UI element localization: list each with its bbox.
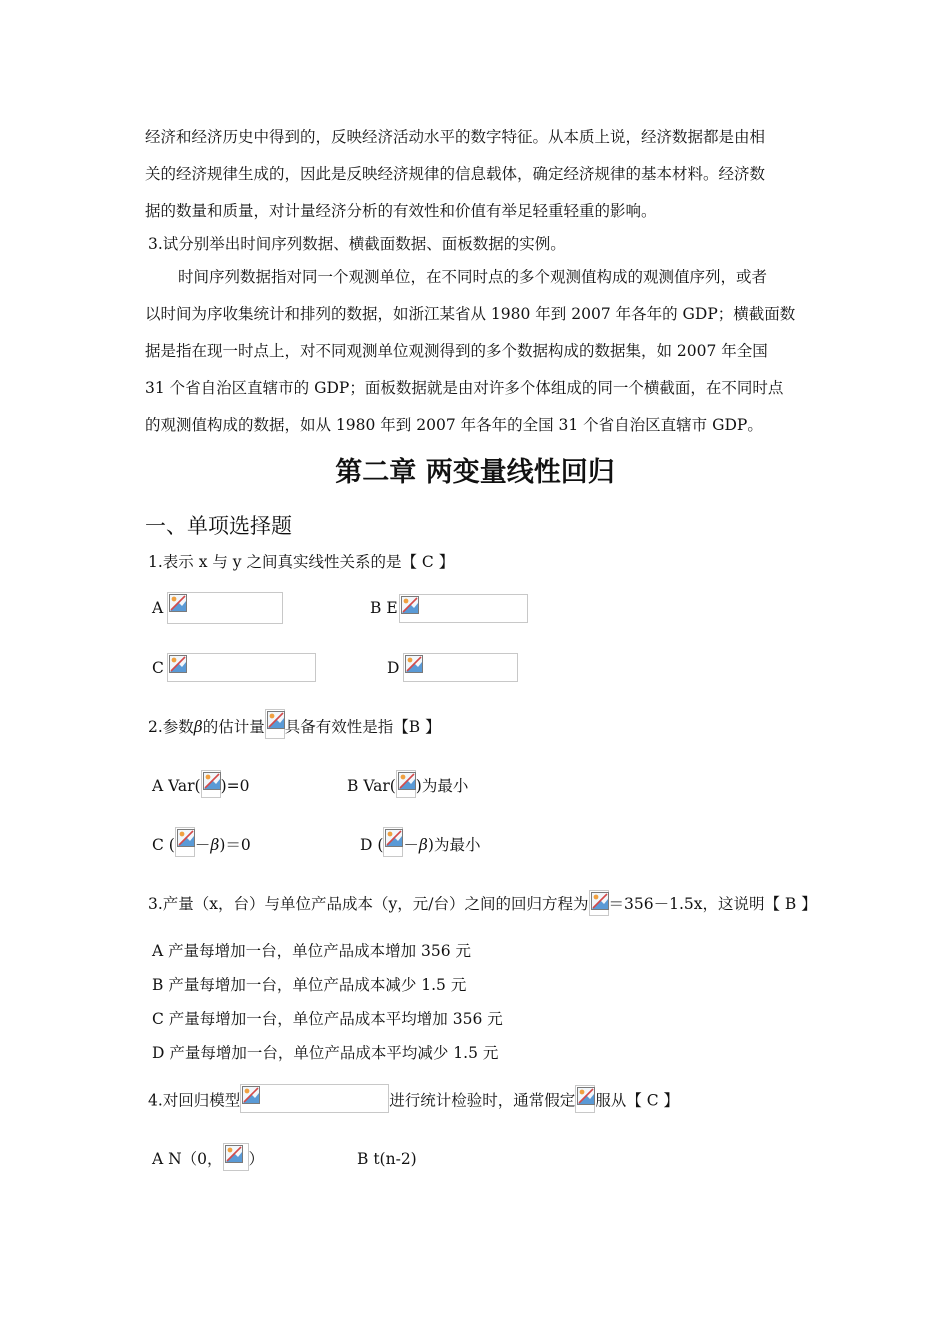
q3-option-b: B 产量每增加一台，单位产品成本减少 1.5 元 — [152, 976, 467, 994]
option-text: )为最小 — [415, 777, 469, 795]
option-text: D ( — [360, 836, 384, 854]
chapter-title: 第二章 两变量线性回归 — [335, 457, 615, 488]
q2-option-d — [360, 835, 480, 857]
option-text: － — [403, 836, 419, 854]
beta-symbol: β — [418, 836, 428, 854]
error-term-image-icon — [575, 1085, 595, 1113]
option-text: ） — [248, 1150, 265, 1168]
variance-image-icon — [223, 1143, 249, 1171]
intro-line: 经济和经济历史中得到的，反映经济活动水平的数字特征。从本质上说，经济数据都是由相 — [145, 128, 766, 146]
option-text: B Var( — [347, 777, 396, 795]
option-label: B E — [370, 599, 398, 617]
stem-text: 的估计量 — [202, 718, 265, 736]
q2-option-c — [152, 835, 251, 857]
stem-text: 4.对回归模型 — [148, 1091, 241, 1110]
formula-image-icon — [167, 653, 316, 682]
stem-text: 服从【 C 】 — [595, 1091, 680, 1110]
q4-option-a — [152, 1149, 264, 1171]
option-text: A N（0， — [152, 1150, 223, 1168]
option-label: A — [152, 599, 164, 617]
model-image-icon — [240, 1084, 389, 1113]
formula-image-icon — [403, 653, 518, 682]
q2-option-b — [347, 776, 468, 798]
stem-text: 进行统计检验时，通常假定 — [389, 1091, 576, 1110]
answer-line: 时间序列数据指对同一个观测单位，在不同时点的多个观测值构成的观测值序列，或者 — [178, 268, 768, 286]
section-title: 一、单项选择题 — [145, 514, 292, 538]
question-4-stem — [148, 1090, 679, 1113]
answer-line: 据是指在现一时点上，对不同观测单位观测得到的多个数据构成的数据集，如 2007 年全国 — [145, 342, 768, 360]
intro-line: 关的经济规律生成的，因此是反映经济规律的信息载体，确定经济规律的基本材料。经济数 — [145, 165, 766, 183]
q1-option-b — [370, 598, 398, 618]
stem-text: ＝356－1.5x，这说明【 B 】 — [608, 895, 817, 913]
q3-option-a: A 产量每增加一台，单位产品成本增加 356 元 — [152, 942, 472, 960]
q3-option-c: C 产量每增加一台，单位产品成本平均增加 356 元 — [152, 1010, 503, 1028]
estimator-image-icon — [383, 827, 403, 857]
answer-line: 以时间为序收集统计和排列的数据，如浙江某省从 1980 年到 2007 年各年的 GDP；横截面数 — [145, 305, 796, 323]
question-3-prompt: 3.试分别举出时间序列数据、横截面数据、面板数据的实例。 — [148, 235, 566, 253]
option-text: A Var( — [152, 777, 201, 795]
formula-image-icon — [399, 594, 528, 623]
q1-option-c — [152, 658, 164, 678]
option-label: D — [387, 659, 400, 677]
option-text: － — [194, 836, 211, 854]
answer-line: 的观测值构成的数据，如从 1980 年到 2007 年各年的全国 31 个省自治区直辖市 GDP。 — [145, 416, 763, 434]
formula-image-icon — [167, 592, 283, 624]
question-2-stem — [148, 717, 441, 739]
estimator-image-icon — [175, 827, 195, 857]
q1-option-a — [152, 598, 163, 618]
estimator-image-icon — [201, 770, 221, 798]
beta-symbol: β — [193, 718, 203, 736]
option-label: C — [152, 659, 164, 677]
answer-line: 31 个省自治区直辖市的 GDP；面板数据就是由对许多个体组成的同一个横截面，在不同时点 — [145, 379, 784, 397]
q1-option-d — [387, 658, 399, 678]
option-text: )＝0 — [219, 836, 251, 854]
estimator-image-icon — [396, 770, 416, 798]
question-1-stem: 1.表示 x 与 y 之间真实线性关系的是【 C 】 — [148, 553, 455, 571]
stem-text: 3.产量（x，台）与单位产品成本（y，元/台）之间的回归方程为 — [148, 895, 589, 913]
yhat-image-icon — [589, 890, 609, 916]
question-3-stem — [148, 894, 817, 916]
option-text: C ( — [152, 836, 175, 854]
option-text: )为最小 — [427, 836, 481, 854]
q4-option-b: B t(n-2) — [357, 1150, 417, 1168]
option-text: )=0 — [220, 777, 250, 795]
estimator-image-icon — [265, 709, 285, 739]
q2-option-a — [152, 776, 250, 798]
beta-symbol: β — [210, 836, 220, 854]
q3-option-d: D 产量每增加一台，单位产品成本平均减少 1.5 元 — [152, 1044, 499, 1062]
intro-line: 据的数量和质量，对计量经济分析的有效性和价值有举足轻重轻重的影响。 — [145, 202, 657, 220]
stem-text: 2.参数 — [148, 718, 194, 736]
stem-text: 具备有效性是指【B 】 — [284, 718, 441, 736]
